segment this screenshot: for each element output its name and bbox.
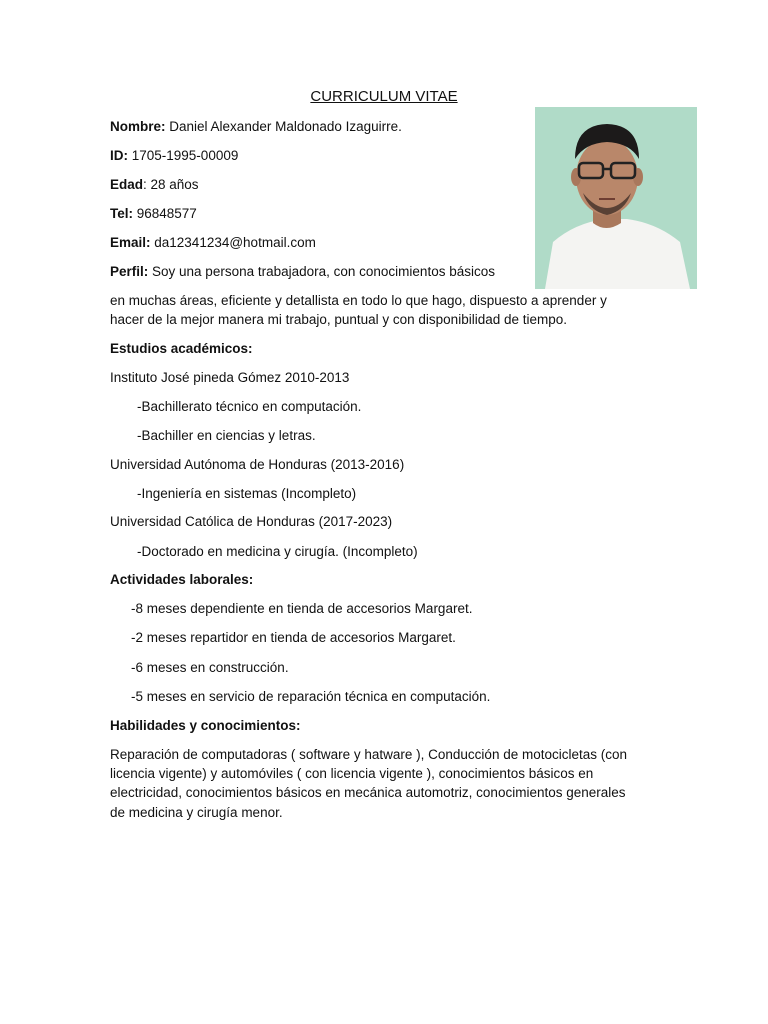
id-value: 1705-1995-00009 [128, 148, 239, 163]
portrait-image [535, 107, 697, 289]
skills-heading [110, 717, 301, 735]
school-1: Instituto José pineda Gómez 2010-2013 [110, 370, 350, 385]
work-heading-text: Actividades laborales: [110, 572, 254, 587]
skills-heading-text: Habilidades y conocimientos: [110, 718, 301, 733]
document-title: CURRICULUM VITAE [310, 88, 458, 105]
tel-line [110, 205, 197, 223]
school-3-item-1: -Doctorado en medicina y cirugía. (Incompleto) [137, 544, 418, 559]
work-item: -6 meses en construcción. [131, 660, 289, 675]
work-item: -2 meses repartidor en tienda de accesorios Margaret. [131, 630, 456, 645]
profile-line-3: hacer de la mejor manera mi trabajo, puntual y con disponibilidad de tiempo. [110, 312, 568, 327]
school-1-item-2: -Bachiller en ciencias y letras. [137, 428, 316, 443]
tel-label: Tel: [110, 206, 133, 221]
profile-line-1 [110, 263, 495, 281]
skills-line: Reparación de computadoras ( software y hatware ), Conducción de motocicletas (con [110, 747, 628, 762]
work-item: -8 meses dependiente en tienda de accesorios Margaret. [131, 601, 473, 616]
work-heading [110, 571, 253, 589]
skills-line: de medicina y cirugía menor. [110, 805, 283, 820]
school-3: Universidad Católica de Honduras (2017-2023) [110, 514, 393, 529]
name-line [110, 118, 402, 136]
profile-line-2: en muchas áreas, eficiente y detallista en todo lo que hago, dispuesto a aprender y [110, 293, 607, 308]
school-2-item-1: -Ingeniería en sistemas (Incompleto) [137, 486, 357, 501]
profile-text-1: Soy una persona trabajadora, con conocimientos básicos [148, 264, 495, 279]
education-heading [110, 340, 253, 358]
name-label: Nombre: [110, 119, 166, 134]
education-heading-text: Estudios académicos: [110, 341, 253, 356]
email-value: da12341234@hotmail.com [150, 235, 316, 250]
id-label: ID: [110, 148, 128, 163]
age-value: : 28 años [143, 177, 199, 192]
profile-photo [535, 107, 697, 289]
school-1-item-1: -Bachillerato técnico en computación. [137, 399, 362, 414]
skills-line: electricidad, conocimientos básicos en mecánica automotriz, conocimientos generales [110, 785, 626, 800]
school-2: Universidad Autónoma de Honduras (2013-2016) [110, 457, 405, 472]
name-value: Daniel Alexander Maldonado Izaguirre. [165, 119, 402, 134]
email-label: Email: [110, 235, 151, 250]
skills-line: licencia vigente) y automóviles ( con licencia vigente ), conocimientos básicos en [110, 766, 594, 781]
id-line [110, 147, 238, 165]
profile-label: Perfil: [110, 264, 149, 279]
age-line [110, 176, 199, 194]
age-label: Edad [110, 177, 144, 192]
tel-value: 96848577 [133, 206, 197, 221]
email-line [110, 234, 316, 252]
work-item: -5 meses en servicio de reparación técnica en computación. [131, 689, 491, 704]
